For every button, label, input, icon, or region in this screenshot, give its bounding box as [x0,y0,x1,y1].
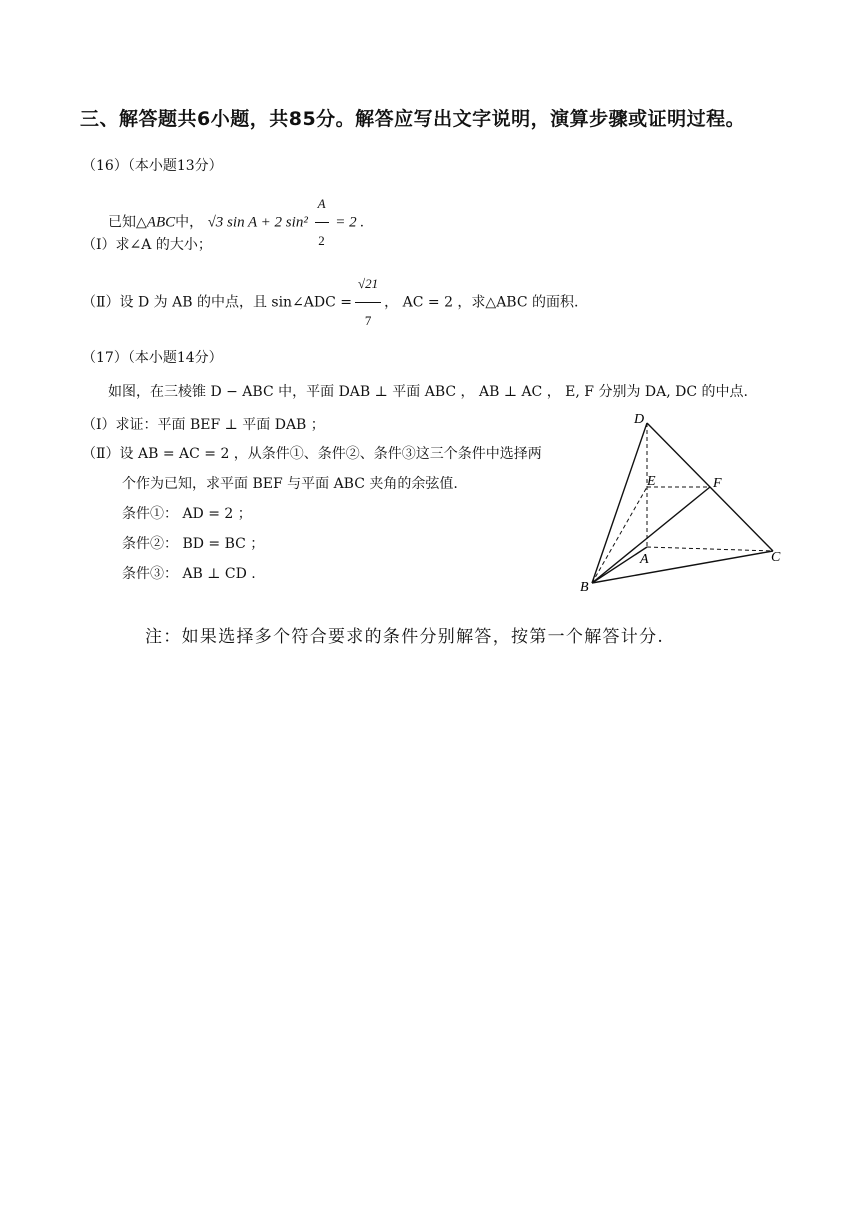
answer-note: 注：如果选择多个符合要求的条件分别解答，按第一个解答计分. [145,627,665,647]
q17-part1: （Ⅰ）求证：平面 BEF ⊥ 平面 DAB ； [82,417,325,433]
q16-part2 [82,266,578,339]
q16-stem-mid: 中， [175,214,204,231]
edge-bc [592,551,773,583]
label-f: F [713,476,722,491]
q16-frac-den: 2 [315,222,329,259]
q16-part2-fraction [355,266,381,339]
q16-formula-fraction [315,186,329,259]
q16-part1: （Ⅰ）求∠A 的大小； [82,237,212,253]
q16-formula-right: = 2 . [331,214,365,231]
label-c: C [771,550,781,565]
label-e: E [647,474,656,489]
q17-stem: 如图，在三棱锥 D − ABC 中，平面 DAB ⊥ 平面 ABC ， AB ⊥ AC ， E, F 分别为 DA, DC 的中点. [108,384,748,400]
q16-frac-num: A [317,196,326,211]
q16-part2-prefix: （Ⅱ）设 D 为 AB 的中点，且 sin∠ADC = [82,294,353,311]
section-title: 三、解答题共6小题，共85分。解答应写出文字说明，演算步骤或证明过程。 [80,108,746,130]
q16-part2-suffix: ， AC = 2 ，求△ABC 的面积. [384,294,579,311]
q16-part2-frac-den: 7 [355,302,381,339]
q17-condition-2: 条件②： BD = BC ； [122,536,265,552]
q16-stem-abc: ABC [146,214,176,231]
q17-condition-3: 条件③： AB ⊥ CD . [122,566,256,582]
q16-stem-prefix: 已知△ [108,214,147,231]
q17-condition-1: 条件①： AD = 2 ； [122,506,252,522]
q16-part2-frac-num: √21 [358,276,379,291]
pyramid-figure [570,405,800,600]
q16-formula-left: √3 sin A + 2 sin² [207,214,312,231]
label-a: A [640,552,649,567]
q17-part2-line1: （Ⅱ）设 AB = AC = 2 ，从条件①、条件②、条件③这三个条件中选择两 [82,446,542,462]
q16-header: （16）（本小题13分） [82,158,223,174]
q17-header: （17）（本小题14分） [82,350,223,366]
label-d: D [634,412,645,427]
edge-bf [592,487,710,583]
edge-ac-dashed [647,547,773,551]
label-b: B [580,580,589,595]
edge-db [592,423,647,583]
q17-part2-line2: 个作为已知，求平面 BEF 与平面 ABC 夹角的余弦值. [122,476,458,492]
